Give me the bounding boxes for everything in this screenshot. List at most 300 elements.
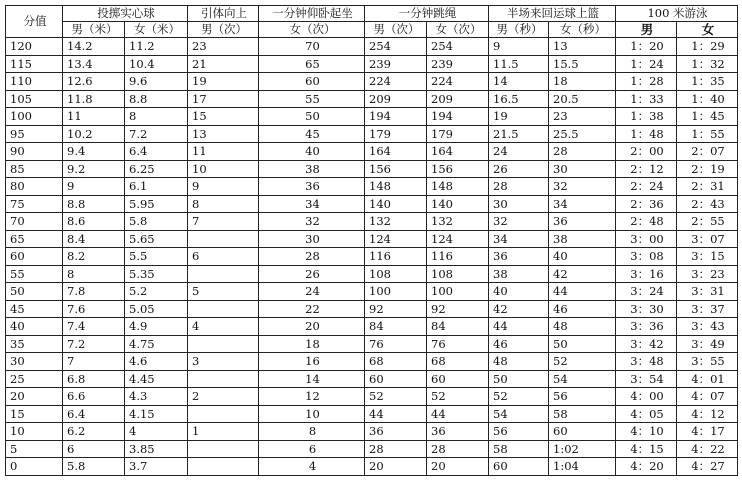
score-table-container (5, 5, 737, 476)
rope-female-cell: 239 (427, 55, 489, 73)
swim-female-cell: 3：49 (677, 335, 738, 353)
rope-female-cell: 60 (427, 370, 489, 388)
swim-female-cell: 1：32 (677, 55, 738, 73)
shot-put-male-cell: 9.4 (63, 143, 125, 161)
sit-up-cell: 18 (259, 335, 365, 353)
table-row (6, 108, 738, 126)
pull-up-cell: 1 (188, 423, 259, 441)
swim-male-cell: 3：36 (616, 318, 677, 336)
basketball-male-cell: 36 (489, 248, 549, 266)
pull-up-cell (188, 440, 259, 458)
score-cell: 10 (6, 423, 63, 441)
sit-up-cell: 14 (259, 370, 365, 388)
basketball-male-cell: 19 (489, 108, 549, 126)
table-row (6, 458, 738, 476)
score-cell: 60 (6, 248, 63, 266)
rope-female-cell: 76 (427, 335, 489, 353)
swim-female-cell: 4：12 (677, 405, 738, 423)
pull-up-cell: 2 (188, 388, 259, 406)
basketball-female-cell: 54 (549, 370, 616, 388)
basketball-female-cell: 56 (549, 388, 616, 406)
swim-female-cell: 3：37 (677, 300, 738, 318)
score-cell: 25 (6, 370, 63, 388)
shot-put-male-cell: 11 (63, 108, 125, 126)
rope-female-cell: 44 (427, 405, 489, 423)
table-row (6, 370, 738, 388)
sit-up-cell: 38 (259, 160, 365, 178)
swim-female-cell: 3：15 (677, 248, 738, 266)
rope-female-cell: 20 (427, 458, 489, 476)
rope-male-cell: 116 (365, 248, 427, 266)
score-cell: 120 (6, 38, 63, 56)
score-cell: 35 (6, 335, 63, 353)
sit-up-cell: 4 (259, 458, 365, 476)
swim-male-cell: 1：48 (616, 125, 677, 143)
score-cell: 90 (6, 143, 63, 161)
basketball-female-cell: 30 (549, 160, 616, 178)
rope-male-cell: 36 (365, 423, 427, 441)
basketball-female-cell: 25.5 (549, 125, 616, 143)
basketball-male-cell: 38 (489, 265, 549, 283)
swim-female-cell: 3：55 (677, 353, 738, 371)
pull-up-cell: 3 (188, 353, 259, 371)
swim-female-cell: 2：43 (677, 195, 738, 213)
sub-header: 女 (677, 22, 738, 38)
basketball-male-cell: 40 (489, 283, 549, 301)
basketball-male-cell: 30 (489, 195, 549, 213)
basketball-male-cell: 24 (489, 143, 549, 161)
shot-put-male-cell: 10.2 (63, 125, 125, 143)
table-row (6, 178, 738, 196)
pull-up-cell: 8 (188, 195, 259, 213)
swim-female-cell: 2：31 (677, 178, 738, 196)
sit-up-cell: 32 (259, 213, 365, 231)
table-row (6, 265, 738, 283)
swim-female-cell: 2：07 (677, 143, 738, 161)
table-row (6, 143, 738, 161)
basketball-female-cell: 48 (549, 318, 616, 336)
sub-header: 男（次） (365, 22, 427, 38)
basketball-female-cell: 1:04 (549, 458, 616, 476)
score-cell: 20 (6, 388, 63, 406)
shot-put-female-cell: 10.4 (125, 55, 188, 73)
swim-female-cell: 4：22 (677, 440, 738, 458)
swim-male-cell: 3：08 (616, 248, 677, 266)
swim-female-cell: 3：07 (677, 230, 738, 248)
shot-put-female-cell: 6.4 (125, 143, 188, 161)
basketball-male-cell: 16.5 (489, 90, 549, 108)
swim-female-cell: 1：55 (677, 125, 738, 143)
basketball-male-cell: 48 (489, 353, 549, 371)
score-cell: 75 (6, 195, 63, 213)
sub-header: 男（秒） (489, 22, 549, 38)
rope-male-cell: 179 (365, 125, 427, 143)
shot-put-female-cell: 4.75 (125, 335, 188, 353)
swim-female-cell: 4：01 (677, 370, 738, 388)
basketball-female-cell: 36 (549, 213, 616, 231)
basketball-male-cell: 21.5 (489, 125, 549, 143)
shot-put-female-cell: 4.45 (125, 370, 188, 388)
sit-up-cell: 50 (259, 108, 365, 126)
pull-up-cell: 21 (188, 55, 259, 73)
swim-male-cell: 4：05 (616, 405, 677, 423)
sit-up-cell: 20 (259, 318, 365, 336)
sub-header: 女（米） (125, 22, 188, 38)
pull-up-cell: 6 (188, 248, 259, 266)
rope-male-cell: 84 (365, 318, 427, 336)
pull-up-cell: 9 (188, 178, 259, 196)
shot-put-male-cell: 8.2 (63, 248, 125, 266)
basketball-female-cell: 58 (549, 405, 616, 423)
shot-put-female-cell: 5.05 (125, 300, 188, 318)
basketball-male-cell: 50 (489, 370, 549, 388)
swim-female-cell: 1：45 (677, 108, 738, 126)
basketball-female-cell: 13 (549, 38, 616, 56)
rope-male-cell: 76 (365, 335, 427, 353)
sub-header: 男（次） (188, 22, 259, 38)
shot-put-male-cell: 13.4 (63, 55, 125, 73)
shot-put-male-cell: 7.6 (63, 300, 125, 318)
pull-up-cell: 23 (188, 38, 259, 56)
swim-female-cell: 4：07 (677, 388, 738, 406)
score-header: 分值 (6, 6, 63, 38)
sit-up-cell: 65 (259, 55, 365, 73)
basketball-female-cell: 42 (549, 265, 616, 283)
swim-female-cell: 3：31 (677, 283, 738, 301)
rope-male-cell: 28 (365, 440, 427, 458)
pull-up-cell (188, 300, 259, 318)
swim-male-cell: 1：33 (616, 90, 677, 108)
shot-put-male-cell: 5.8 (63, 458, 125, 476)
table-row (6, 90, 738, 108)
shot-put-female-cell: 6.1 (125, 178, 188, 196)
group-header-shot-put: 投掷实心球 (63, 6, 188, 22)
header-row-groups (6, 6, 738, 22)
shot-put-male-cell: 6.4 (63, 405, 125, 423)
table-row (6, 423, 738, 441)
shot-put-female-cell: 4 (125, 423, 188, 441)
score-cell: 0 (6, 458, 63, 476)
shot-put-male-cell: 7.8 (63, 283, 125, 301)
shot-put-male-cell: 8.4 (63, 230, 125, 248)
shot-put-male-cell: 6.6 (63, 388, 125, 406)
table-row (6, 405, 738, 423)
rope-female-cell: 209 (427, 90, 489, 108)
swim-male-cell: 3：48 (616, 353, 677, 371)
score-cell: 85 (6, 160, 63, 178)
sub-header: 女（次） (427, 22, 489, 38)
basketball-male-cell: 34 (489, 230, 549, 248)
table-row (6, 300, 738, 318)
sit-up-cell: 55 (259, 90, 365, 108)
basketball-female-cell: 15.5 (549, 55, 616, 73)
shot-put-female-cell: 4.15 (125, 405, 188, 423)
pull-up-cell (188, 370, 259, 388)
rope-male-cell: 44 (365, 405, 427, 423)
shot-put-female-cell: 5.35 (125, 265, 188, 283)
swim-male-cell: 3：16 (616, 265, 677, 283)
basketball-female-cell: 38 (549, 230, 616, 248)
rope-male-cell: 108 (365, 265, 427, 283)
table-row (6, 160, 738, 178)
sit-up-cell: 40 (259, 143, 365, 161)
pull-up-cell (188, 458, 259, 476)
score-cell: 50 (6, 283, 63, 301)
rope-female-cell: 156 (427, 160, 489, 178)
basketball-female-cell: 1:02 (549, 440, 616, 458)
sub-header: 男（米） (63, 22, 125, 38)
swim-male-cell: 1：28 (616, 73, 677, 91)
group-header-rope-skipping: 一分钟跳绳 (365, 6, 489, 22)
rope-male-cell: 92 (365, 300, 427, 318)
group-header-pull-up: 引体向上 (188, 6, 259, 22)
table-row (6, 195, 738, 213)
table-row (6, 55, 738, 73)
basketball-male-cell: 11.5 (489, 55, 549, 73)
table-row (6, 248, 738, 266)
sit-up-cell: 30 (259, 230, 365, 248)
basketball-female-cell: 50 (549, 335, 616, 353)
swim-male-cell: 2：00 (616, 143, 677, 161)
swim-male-cell: 1：24 (616, 55, 677, 73)
pull-up-cell: 7 (188, 213, 259, 231)
pull-up-cell: 11 (188, 143, 259, 161)
shot-put-female-cell: 5.5 (125, 248, 188, 266)
sit-up-cell: 45 (259, 125, 365, 143)
shot-put-male-cell: 9 (63, 178, 125, 196)
score-cell: 95 (6, 125, 63, 143)
sit-up-cell: 36 (259, 178, 365, 196)
sub-header: 女（秒） (549, 22, 616, 38)
score-cell: 115 (6, 55, 63, 73)
score-cell: 70 (6, 213, 63, 231)
score-cell: 55 (6, 265, 63, 283)
basketball-male-cell: 14 (489, 73, 549, 91)
rope-male-cell: 224 (365, 73, 427, 91)
shot-put-female-cell: 11.2 (125, 38, 188, 56)
sit-up-cell: 6 (259, 440, 365, 458)
score-cell: 40 (6, 318, 63, 336)
shot-put-female-cell: 3.85 (125, 440, 188, 458)
swim-female-cell: 1：35 (677, 73, 738, 91)
basketball-female-cell: 18 (549, 73, 616, 91)
rope-male-cell: 209 (365, 90, 427, 108)
shot-put-female-cell: 4.6 (125, 353, 188, 371)
basketball-female-cell: 32 (549, 178, 616, 196)
basketball-female-cell: 28 (549, 143, 616, 161)
score-cell: 80 (6, 178, 63, 196)
pull-up-cell (188, 265, 259, 283)
shot-put-female-cell: 6.25 (125, 160, 188, 178)
shot-put-female-cell: 5.2 (125, 283, 188, 301)
pull-up-cell: 10 (188, 160, 259, 178)
swim-male-cell: 1：38 (616, 108, 677, 126)
swim-male-cell: 2：48 (616, 213, 677, 231)
swim-female-cell: 1：40 (677, 90, 738, 108)
basketball-male-cell: 44 (489, 318, 549, 336)
sit-up-cell: 22 (259, 300, 365, 318)
table-row (6, 335, 738, 353)
basketball-male-cell: 60 (489, 458, 549, 476)
sit-up-cell: 60 (259, 73, 365, 91)
score-cell: 30 (6, 353, 63, 371)
pull-up-cell: 13 (188, 125, 259, 143)
shot-put-female-cell: 5.8 (125, 213, 188, 231)
table-row (6, 213, 738, 231)
swim-male-cell: 2：12 (616, 160, 677, 178)
shot-put-male-cell: 6.8 (63, 370, 125, 388)
shot-put-male-cell: 11.8 (63, 90, 125, 108)
table-row (6, 283, 738, 301)
basketball-male-cell: 56 (489, 423, 549, 441)
group-header-sit-up: 一分钟仰卧起坐 (259, 6, 365, 22)
basketball-male-cell: 9 (489, 38, 549, 56)
shot-put-male-cell: 6.2 (63, 423, 125, 441)
shot-put-male-cell: 8.6 (63, 213, 125, 231)
rope-male-cell: 239 (365, 55, 427, 73)
rope-male-cell: 124 (365, 230, 427, 248)
score-cell: 110 (6, 73, 63, 91)
basketball-male-cell: 26 (489, 160, 549, 178)
sit-up-cell: 24 (259, 283, 365, 301)
shot-put-male-cell: 12.6 (63, 73, 125, 91)
shot-put-female-cell: 4.3 (125, 388, 188, 406)
swim-male-cell: 3：24 (616, 283, 677, 301)
rope-male-cell: 140 (365, 195, 427, 213)
rope-male-cell: 132 (365, 213, 427, 231)
shot-put-female-cell: 8.8 (125, 90, 188, 108)
table-row (6, 38, 738, 56)
rope-female-cell: 140 (427, 195, 489, 213)
basketball-female-cell: 20.5 (549, 90, 616, 108)
rope-female-cell: 28 (427, 440, 489, 458)
shot-put-female-cell: 5.95 (125, 195, 188, 213)
pull-up-cell: 5 (188, 283, 259, 301)
group-header-basketball: 半场来回运球上篮 (489, 6, 616, 22)
rope-male-cell: 68 (365, 353, 427, 371)
table-row (6, 440, 738, 458)
swim-female-cell: 4：27 (677, 458, 738, 476)
rope-male-cell: 60 (365, 370, 427, 388)
pull-up-cell (188, 230, 259, 248)
pull-up-cell: 17 (188, 90, 259, 108)
rope-female-cell: 68 (427, 353, 489, 371)
shot-put-female-cell: 3.7 (125, 458, 188, 476)
rope-male-cell: 20 (365, 458, 427, 476)
shot-put-male-cell: 7 (63, 353, 125, 371)
score-cell: 5 (6, 440, 63, 458)
rope-female-cell: 164 (427, 143, 489, 161)
sit-up-cell: 12 (259, 388, 365, 406)
swim-female-cell: 2：55 (677, 213, 738, 231)
rope-male-cell: 100 (365, 283, 427, 301)
swim-male-cell: 2：36 (616, 195, 677, 213)
table-row (6, 388, 738, 406)
shot-put-male-cell: 7.4 (63, 318, 125, 336)
swim-female-cell: 2：19 (677, 160, 738, 178)
rope-female-cell: 179 (427, 125, 489, 143)
rope-female-cell: 84 (427, 318, 489, 336)
basketball-female-cell: 40 (549, 248, 616, 266)
rope-male-cell: 148 (365, 178, 427, 196)
table-row (6, 230, 738, 248)
sit-up-cell: 34 (259, 195, 365, 213)
pe-score-table (5, 5, 738, 476)
table-row (6, 353, 738, 371)
swim-female-cell: 1：29 (677, 38, 738, 56)
basketball-female-cell: 44 (549, 283, 616, 301)
basketball-male-cell: 46 (489, 335, 549, 353)
rope-female-cell: 132 (427, 213, 489, 231)
rope-female-cell: 116 (427, 248, 489, 266)
score-cell: 45 (6, 300, 63, 318)
basketball-female-cell: 52 (549, 353, 616, 371)
sit-up-cell: 26 (259, 265, 365, 283)
sit-up-cell: 16 (259, 353, 365, 371)
swim-male-cell: 4：20 (616, 458, 677, 476)
rope-male-cell: 254 (365, 38, 427, 56)
rope-female-cell: 254 (427, 38, 489, 56)
sub-header: 女（次） (259, 22, 365, 38)
rope-female-cell: 52 (427, 388, 489, 406)
shot-put-male-cell: 9.2 (63, 160, 125, 178)
rope-female-cell: 124 (427, 230, 489, 248)
table-row (6, 125, 738, 143)
pull-up-cell (188, 335, 259, 353)
table-row (6, 318, 738, 336)
score-cell: 65 (6, 230, 63, 248)
swim-male-cell: 2：24 (616, 178, 677, 196)
shot-put-male-cell: 8 (63, 265, 125, 283)
shot-put-female-cell: 7.2 (125, 125, 188, 143)
swim-male-cell: 4：10 (616, 423, 677, 441)
rope-male-cell: 164 (365, 143, 427, 161)
basketball-male-cell: 32 (489, 213, 549, 231)
swim-male-cell: 3：00 (616, 230, 677, 248)
score-cell: 105 (6, 90, 63, 108)
shot-put-female-cell: 8 (125, 108, 188, 126)
rope-female-cell: 194 (427, 108, 489, 126)
rope-male-cell: 156 (365, 160, 427, 178)
basketball-female-cell: 23 (549, 108, 616, 126)
shot-put-female-cell: 9.6 (125, 73, 188, 91)
pull-up-cell (188, 405, 259, 423)
sit-up-cell: 10 (259, 405, 365, 423)
swim-female-cell: 3：43 (677, 318, 738, 336)
swim-male-cell: 1：20 (616, 38, 677, 56)
shot-put-female-cell: 4.9 (125, 318, 188, 336)
rope-female-cell: 148 (427, 178, 489, 196)
basketball-female-cell: 46 (549, 300, 616, 318)
table-row (6, 73, 738, 91)
rope-male-cell: 52 (365, 388, 427, 406)
rope-female-cell: 108 (427, 265, 489, 283)
rope-male-cell: 194 (365, 108, 427, 126)
rope-female-cell: 36 (427, 423, 489, 441)
pull-up-cell: 15 (188, 108, 259, 126)
swim-male-cell: 3：54 (616, 370, 677, 388)
score-cell: 100 (6, 108, 63, 126)
basketball-male-cell: 42 (489, 300, 549, 318)
sit-up-cell: 8 (259, 423, 365, 441)
rope-female-cell: 100 (427, 283, 489, 301)
basketball-male-cell: 58 (489, 440, 549, 458)
shot-put-male-cell: 6 (63, 440, 125, 458)
swim-male-cell: 4：00 (616, 388, 677, 406)
swim-female-cell: 4：17 (677, 423, 738, 441)
swim-male-cell: 4：15 (616, 440, 677, 458)
pull-up-cell: 4 (188, 318, 259, 336)
